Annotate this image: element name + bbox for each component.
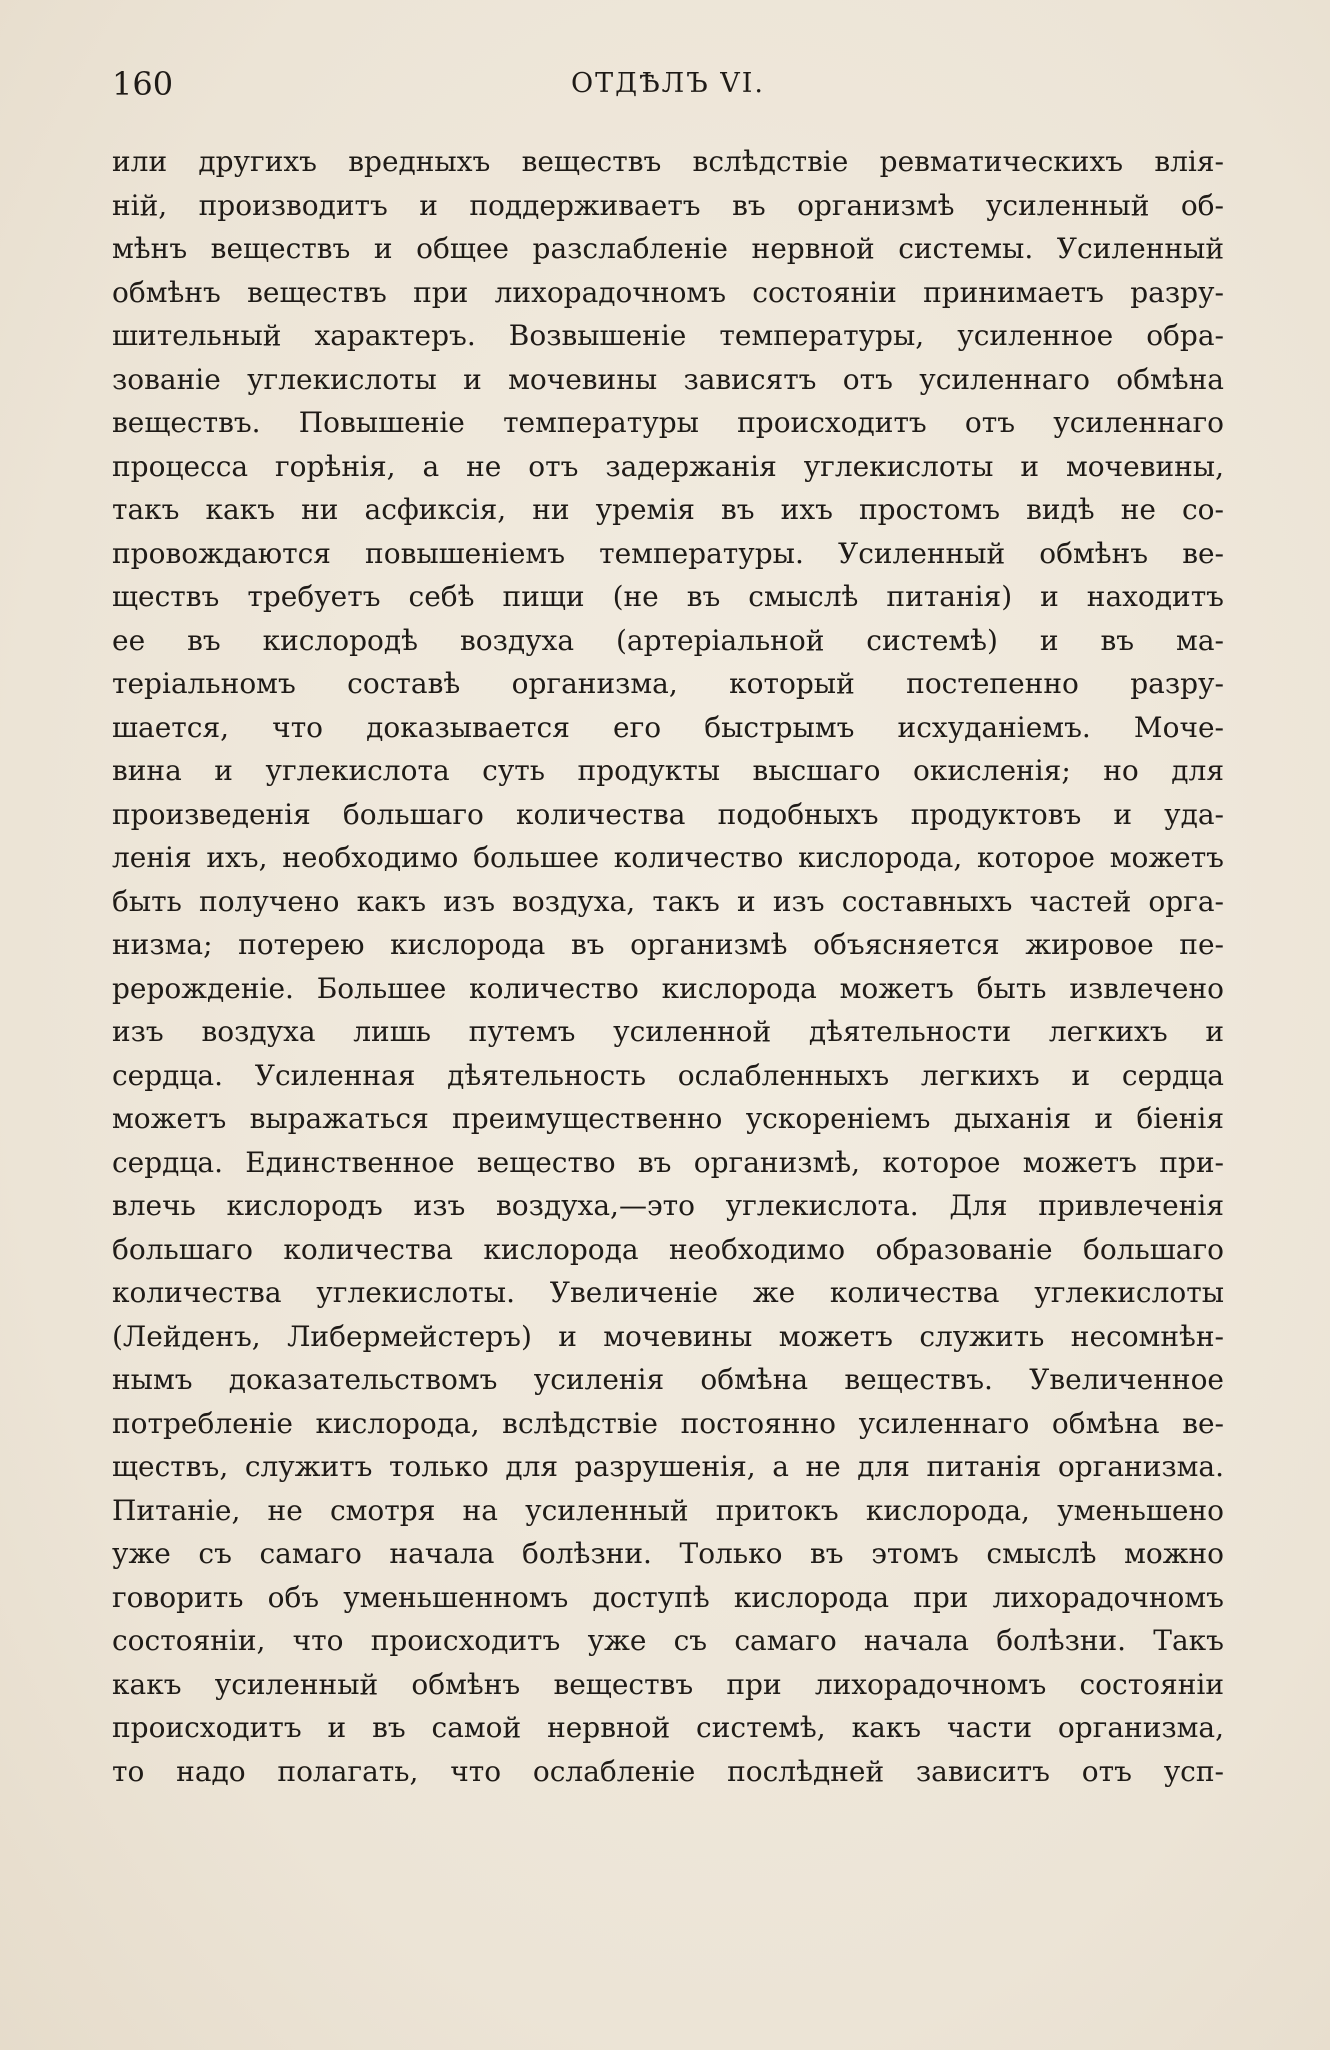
text-line: (Лейденъ, Либермейстеръ) и мочевины можетъ служить несомнѣн-	[112, 1319, 1224, 1353]
text-line: обмѣнъ веществъ при лихорадочномъ состояніи принимаетъ разру-	[112, 275, 1224, 309]
text-line: такъ какъ ни асфиксія, ни уремія въ ихъ простомъ видѣ не со-	[112, 493, 1224, 526]
text-line: изъ воздуха лишь путемъ усиленной дѣятельности легкихъ и	[112, 1015, 1224, 1048]
text-line: состояніи, что происходитъ уже съ самаго начала болѣзни. Такъ	[112, 1624, 1224, 1657]
text-line: потребленіе кислорода, вслѣдствіе постоянно усиленнаго обмѣна ве-	[112, 1406, 1224, 1440]
text-line: какъ усиленный обмѣнъ веществъ при лихорадочномъ состояніи	[112, 1667, 1224, 1701]
text-line: шается, что доказывается его быстрымъ исхуданіемъ. Моче-	[112, 710, 1224, 744]
text-line: процесса горѣнія, а не отъ задержанія углекислоты и мочевины,	[112, 449, 1224, 483]
text-line: влечь кислородъ изъ воздуха,—это углекислота. Для привлеченія	[112, 1189, 1224, 1222]
text-line: ществъ требуетъ себѣ пищи (не въ смыслѣ питанія) и находитъ	[112, 580, 1224, 613]
text-line: говорить объ уменьшенномъ доступѣ кислорода при лихорадочномъ	[112, 1580, 1224, 1614]
text-line: низма; потерею кислорода въ организмѣ объясняется жировое пе-	[112, 928, 1224, 961]
text-line: уже съ самаго начала болѣзни. Только въ этомъ смыслѣ можно	[112, 1537, 1224, 1570]
text-line: теріальномъ составѣ организма, который постепенно разру-	[112, 667, 1224, 700]
text-line: происходитъ и въ самой нервной системѣ, какъ части организма,	[112, 1711, 1224, 1744]
text-line: веществъ. Повышеніе температуры происходитъ отъ усиленнаго	[112, 406, 1224, 439]
text-line: ее въ кислородѣ воздуха (артеріальной системѣ) и въ ма-	[112, 623, 1224, 657]
running-head: ОТДѢЛЪ VI.	[571, 68, 765, 99]
text-line: зованіе углекислоты и мочевины зависятъ отъ усиленнаго обмѣна	[112, 362, 1224, 396]
text-line: рерожденіе. Большее количество кислорода можетъ быть извлечено	[112, 971, 1224, 1005]
text-line: быть получено какъ изъ воздуха, такъ и изъ составныхъ частей орга-	[112, 884, 1224, 918]
text-line: сердца. Усиленная дѣятельность ослабленныхъ легкихъ и сердца	[112, 1058, 1224, 1092]
text-line: шительный характеръ. Возвышеніе температуры, усиленное обра-	[112, 319, 1224, 352]
text-line: провождаются повышеніемъ температуры. Усиленный обмѣнъ ве-	[112, 536, 1224, 570]
text-line: можетъ выражаться преимущественно ускореніемъ дыханія и біенія	[112, 1102, 1224, 1135]
text-line: нымъ доказательствомъ усиленія обмѣна веществъ. Увеличенное	[112, 1363, 1224, 1396]
page-number: 160	[112, 65, 174, 103]
text-line: большаго количества кислорода необходимо образованіе большаго	[112, 1232, 1224, 1266]
text-line: или другихъ вредныхъ веществъ вслѣдствіе ревматическихъ влія-	[112, 145, 1224, 178]
text-line: Питаніе, не смотря на усиленный притокъ кислорода, уменьшено	[112, 1493, 1224, 1527]
text-line: ленія ихъ, необходимо большее количество кислорода, которое можетъ	[112, 841, 1224, 874]
text-line: сердца. Единственное вещество въ организмѣ, которое можетъ при-	[112, 1145, 1224, 1179]
text-line: ществъ, служитъ только для разрушенія, а не для питанія организма.	[112, 1450, 1224, 1483]
text-line: ній, производитъ и поддерживаетъ въ организмѣ усиленный об-	[112, 188, 1224, 222]
text-line: мѣнъ веществъ и общее разслабленіе нервной системы. Усиленный	[112, 232, 1224, 265]
page-header	[112, 64, 1224, 104]
text-line: то надо полагать, что ослабленіе послѣдней зависитъ отъ усп-	[112, 1754, 1224, 1788]
text-line: количества углекислоты. Увеличеніе же количества углекислоты	[112, 1276, 1224, 1309]
text-line: произведенія большаго количества подобныхъ продуктовъ и уда-	[112, 797, 1224, 831]
body-text	[112, 140, 1224, 1793]
text-line: вина и углекислота суть продукты высшаго окисленія; но для	[112, 754, 1224, 787]
